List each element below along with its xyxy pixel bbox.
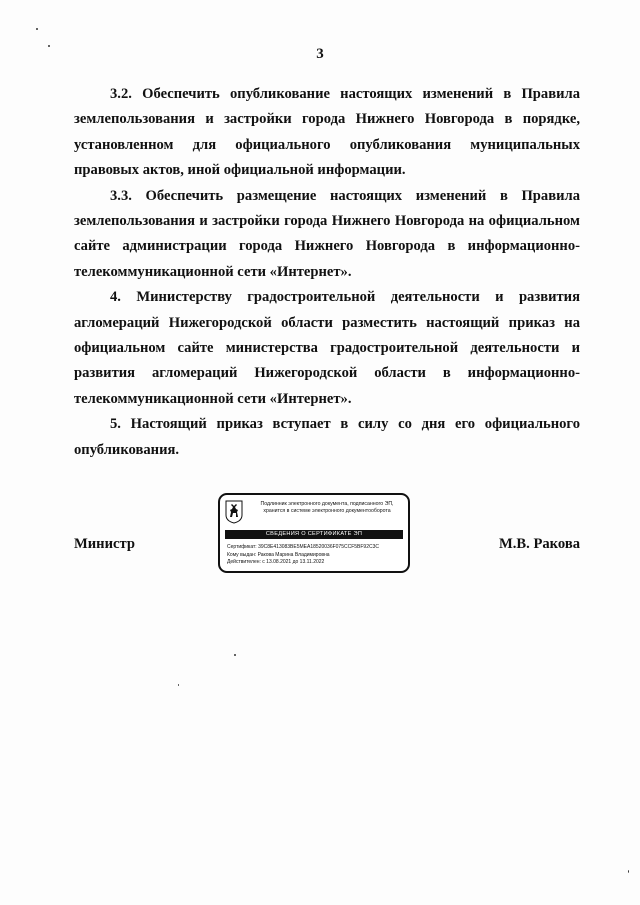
- stamp-notice-line-1: Подлинник электронного документа, подписанного ЭП,: [260, 501, 394, 507]
- stamp-certificate: Сертификат: 39C8E413083BE5MEA18520036F075CCF5BF92C3C: [227, 544, 379, 550]
- scan-speck: [48, 45, 50, 47]
- stamp-header: СВЕДЕНИЯ О СЕРТИФИКАТЕ ЭП: [225, 530, 403, 539]
- page-number: 3: [316, 46, 324, 62]
- electronic-signature-stamp: [218, 493, 410, 573]
- scan-speck: [178, 684, 179, 686]
- paragraph-3-3: 3.3. Обеспечить размещение настоящих изменений в Правила землепользования и застройки города Нижнего Новгорода на официальном сайте администрации города Нижнего Новгорода в информационно-телекоммуникационной сети «Интернет».: [74, 187, 580, 280]
- scan-speck: [36, 28, 38, 30]
- scan-speck: [234, 654, 236, 656]
- document-body: [74, 82, 580, 463]
- paragraph-4: 4. Министерству градостроительной деятельности и развития агломераций Нижегородской области разместить настоящий приказ на официальном сайте министерства градостроительной деятельности и развития агломераций Нижегородской области в информационно-телекоммуникационной сети «Интернет».: [74, 289, 580, 407]
- stamp-issued-to: Кому выдан: Ракова Марина Владимировна: [227, 551, 330, 558]
- stamp-details: [227, 544, 403, 567]
- signer-name: М.В. Ракова: [499, 536, 580, 552]
- signer-position: Министр: [74, 536, 135, 552]
- signature-block: [74, 493, 580, 577]
- deer-emblem-icon: [225, 500, 243, 524]
- scan-speck: [628, 870, 629, 873]
- stamp-validity: Действителен: с 13.08.2021 до 13.11.2022: [227, 559, 325, 566]
- paragraph-3-2: 3.2. Обеспечить опубликование настоящих изменений в Правила землепользования и застройки города Нижнего Новгорода в порядке, установленном для официального опубликования муниципальных правовых актов, иной официальной информации.: [74, 86, 580, 179]
- stamp-notice-line-2: хранится в системе электронного документооборота: [263, 507, 391, 514]
- stamp-notice: [248, 501, 406, 515]
- paragraph-5: 5. Настоящий приказ вступает в силу со дня его официального опубликования.: [74, 416, 580, 458]
